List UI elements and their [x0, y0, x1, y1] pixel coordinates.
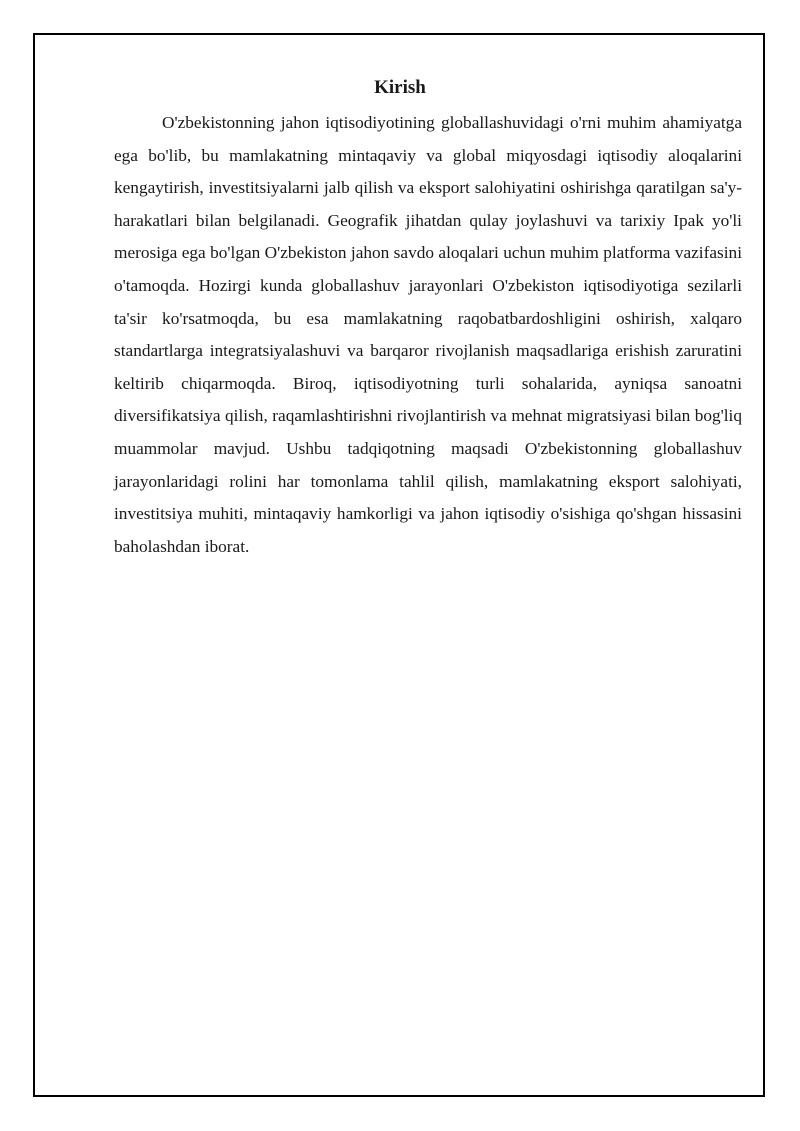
- section-heading: Kirish: [374, 77, 426, 98]
- intro-paragraph: O'zbekistonning jahon iqtisodiyotining globallashuvidagi o'rni muhim ahamiyatga ega bo'lib, bu mamlakatning mintaqaviy va global miqyosdagi iqtisodiy aloqalarini kengaytirish, investitsiyalarni jalb qilish va eksport salohiyatini oshirishga qaratilgan sa'y-harakatlari bilan belgilanadi. Geografik jihatdan qulay joylashuvi va tarixiy Ipak yo'li merosiga ega bo'lgan O'zbekiston jahon savdo aloqalari uchun muhim platforma vazifasini o'tamoqda. Hozirgi kunda globallashuv jarayonlari O'zbekiston iqtisodiyotiga sezilarli ta'sir ko'rsatmoqda, bu esa mamlakatning raqobatbardoshligini oshirish, xalqaro standartlarga integratsiyalashuvi va barqaror rivojlanish maqsadlariga erishish zaruratini keltirib chiqarmoqda. Biroq, iqtisodiyotning turli sohalarida, ayniqsa sanoatni diversifikatsiya qilish, raqamlashtirishni rivojlantirish va mehnat migratsiyasi bilan bog'liq muammolar mavjud. Ushbu tadqiqotning maqsadi O'zbekistonning globallashuv jarayonlaridagi rolini har tomonlama tahlil qilish, mamlakatning eksport salohiyati, investitsiya muhiti, mintaqaviy hamkorligi va jahon iqtisodiy o'sishiga qo'shgan hissasini baholashdan iborat.: [114, 113, 742, 556]
